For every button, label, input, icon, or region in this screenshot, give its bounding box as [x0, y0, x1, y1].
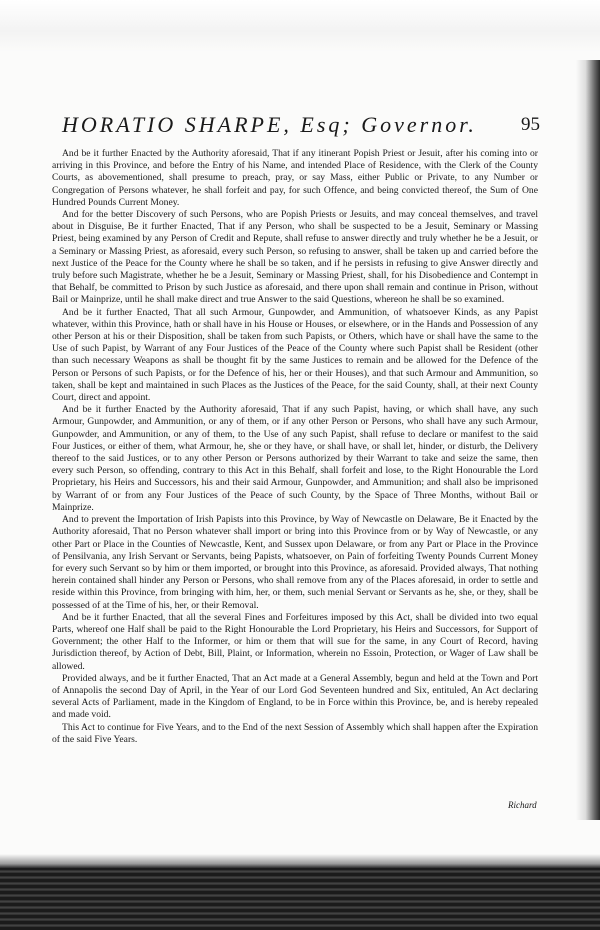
paragraph: And be it further Enacted, That all such Armour, Gunpowder, and Ammunition, of whatsoever Kinds, as any Papist whatever, within this Province, hath or shall have in his House or Houses, or elsewhere, or in the Hands and Possession of any other Person at his or their Disposition, shall be taken from such Papists, or Others, which have or shall have the same to the Use of such Papist, by Warrant of any Four Justices of the Peace of the County where such Papist shall be Resident (other than such necessary Weapons as shall be thought fit by the same Justices to remain and be allowed for the Defence of the Person or Persons of such Papists, or for the Defence of his, her or their Houses), and that such Armour and Ammunition, so taken, shall be kept and maintained in such Places as the Justices of the Peace, for the said County, shall, at their next County Court, direct and appoint. — [52, 306, 538, 404]
body-text — [52, 148, 538, 746]
paragraph: This Act to continue for Five Years, and to the End of the next Session of Assembly which shall happen after the Expiration of the said Five Years. — [52, 721, 538, 745]
paragraph: And be it further Enacted by the Authority aforesaid, That if any such Papist, having, or which shall have, any such Armour, Gunpowder, and Ammunition, or any of them, or if any other Person or Persons, who shall have any such Armour, Gunpowder, and Ammunition, or any of them, to the Use of any such Papist, shall refuse to declare or manifest to the said Four Justices, or either of them, what Armour, he, she or they have, or shall have, or shall let, hinder, or disturb, the Delivery thereof to the said Justices, or to any other Person or Persons authorized by their Warrant to take and seize the same, then every such Person, so offending, contrary to this Act in this Behalf, shall forfeit and lose, to the Right Honourable the Lord Proprietary, his Heirs and Successors, his and their said Armour, Gunpowder, and Ammunition; and shall also be imprisoned by Warrant of or from any Four Justices of the Peace of such County, by the Space of Three Months, without Bail or Mainprize. — [52, 404, 538, 513]
page-binding-shadow — [576, 60, 600, 820]
paragraph: And to prevent the Importation of Irish Papists into this Province, by Way of Newcastle on Delaware, Be it Enacted by the Authority aforesaid, That no Person whatever shall import or bring into this Province from or by Way of Newcastle, or any other Part or Place in the Counties of Newcastle, Kent, and Sussex upon Delaware, or from any Part or Place in the Province of Pensilvania, any Irish Servant or Servants, being Papists, whatsoever, on Pain of forfeiting Twenty Pounds Current Money for every such Servant so by him or them imported, or brought into this Province, as aforesaid. Provided always, That nothing herein contained shall hinder any Person or Persons, who shall remove from any of the Places aforesaid, in order to settle and reside within this Province, from bringing with him, her, or them, such menial Servant or Servants as he, she, or they, shall be possessed of at the Time of his, her, or their Removal. — [52, 514, 538, 611]
scan-margin-top — [0, 0, 600, 52]
paragraph: And be it further Enacted, that all the several Fines and Forfeitures imposed by this Act, shall be divided into two equal Parts, whereof one Half shall be paid to the Right Honourable the Lord Proprietary, his Heirs and Successors, for Support of Government; the other Half to the Informer, or him or them that will sue for the same, in any Court of Record, having Jurisdiction thereof, by Action of Debt, Bill, Plaint, or Information, wherein no Essoin, Protection, or Wager of Law shall be allowed. — [52, 611, 538, 672]
catchword: Richard — [508, 800, 537, 810]
running-title: HORATIO SHARPE, Esq; Governor. — [62, 112, 477, 137]
paragraph: And be it further Enacted by the Authority aforesaid, That if any itinerant Popish Priest or Jesuit, after his coming into or arriving in this Province, and before the Entry of his Name, and intended Place of Residence, with the Clerk of the County Courts, as abovementioned, shall presume to preach, pray, or say Mass, either Public or Private, to any Number or Congregation of Persons whatever, he shall forfeit and pay, for such Offence, and being convicted thereof, the Sum of One Hundred Pounds Current Money. — [52, 148, 538, 208]
scan-edge-bottom — [0, 854, 600, 868]
running-header — [62, 112, 540, 142]
paragraph: And for the better Discovery of such Persons, who are Popish Priests or Jesuits, and may conceal themselves, and travel about in Disguise, Be it further Enacted, That if any Person, who shall be suspected to be a Jesuit, Seminary or Massing Priest, being examined by any Person of Credit and Repute, shall refuse to answer directly and truly whether he be a Jesuit, or a Seminary or Massing Priest, as aforesaid, every such Person, so refusing to answer, shall be taken up and carried before the next Justice of the Peace for the County where he shall be so taken, and if he persists in refusing to give Answer directly and truly before such Magistrate, whether he be a Jesuit, Seminary or Massing Priest, shall, for his Disobedience and Contempt in that Behalf, be committed to Prison by such Justice as aforesaid, and there upon shall remain and continue in Prison, without Bail or Mainprize, until he shall make direct and true Answer to the said Questions, whereon he shall be so examined. — [52, 209, 538, 306]
scan-margin-bottom — [0, 868, 600, 930]
paragraph: Provided always, and be it further Enacted, That an Act made at a General Assembly, begun and held at the Town and Port of Annapolis the second Day of April, in the Year of our Lord God Seventeen hundred and Six, entituled, An Act declaring several Acts of Parliament, made in the Kingdom of England, to be in Force within this Province, be, and is hereby repealed and made void. — [52, 672, 538, 721]
page-number: 95 — [521, 114, 540, 135]
